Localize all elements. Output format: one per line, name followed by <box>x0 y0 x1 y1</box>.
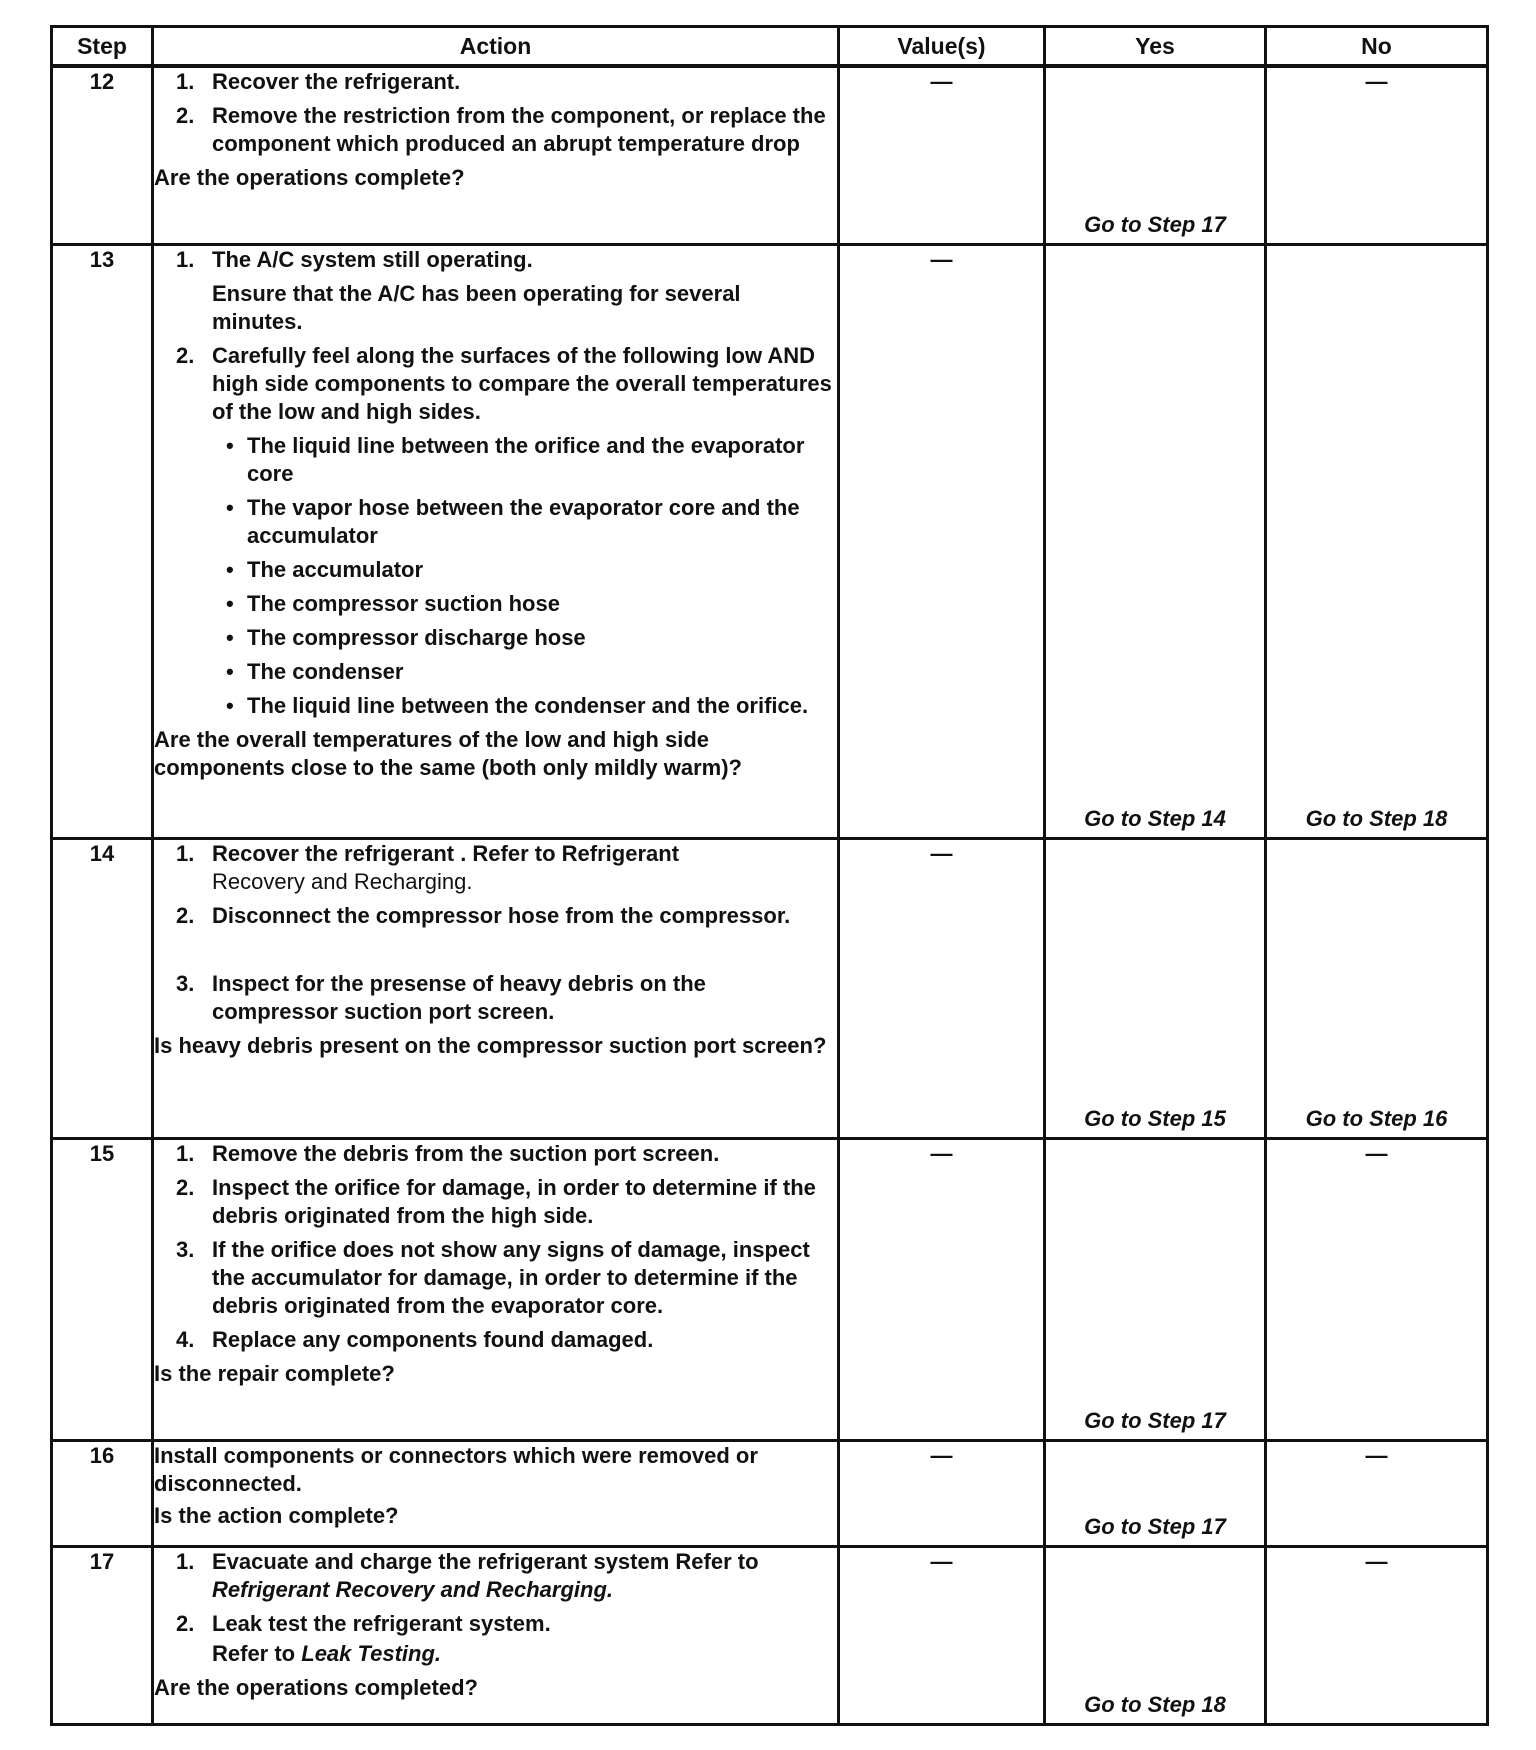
list-item: 3. Inspect for the presense of heavy debris on the compressor suction port screen. <box>176 970 706 1024</box>
bullet-item: • The vapor hose between the evaporator core and the accumulator <box>226 494 800 548</box>
table-row <box>52 1546 1488 1724</box>
no-cell <box>1266 838 1488 1138</box>
yes-goto: Go to Step 15 <box>1084 1105 1226 1131</box>
list-item: 1. Remove the debris from the suction port screen. <box>176 1140 720 1166</box>
bullet-item: • The liquid line between the orifice and the evaporator core <box>226 432 805 486</box>
item-note: Refer to Leak Testing. <box>212 1640 442 1666</box>
yes-cell <box>1045 244 1266 838</box>
yes-cell <box>1045 838 1266 1138</box>
list-item: 4. Replace any components found damaged. <box>176 1326 654 1352</box>
list-item: 1. Evacuate and charge the refrigerant system Refer to Refrigerant Recovery and Recharging. <box>176 1548 759 1602</box>
no-cell <box>1266 244 1488 838</box>
table-row <box>52 244 1488 838</box>
no-cell: — <box>1266 1440 1488 1546</box>
item-note: Ensure that the A/C has been operating for several minutes. <box>212 280 741 334</box>
value-cell: — <box>839 1546 1045 1724</box>
question-text: Is heavy debris present on the compressor suction port screen? <box>154 1032 827 1058</box>
value-cell: — <box>839 66 1045 244</box>
no-cell: — <box>1266 1546 1488 1724</box>
action-text: Install components or connectors which were removed or disconnected. <box>154 1442 758 1496</box>
bullet-item: • The compressor discharge hose <box>226 624 586 650</box>
list-item: 2. Inspect the orifice for damage, in order to determine if the debris originated from the high side. <box>176 1174 816 1228</box>
list-item: 2. Remove the restriction from the component, or replace the component which produced an abrupt temperature drop <box>176 103 826 156</box>
step-number: 15 <box>52 1138 153 1440</box>
question-text: Is the action complete? <box>154 1502 399 1528</box>
bullet-item: • The accumulator <box>226 556 424 582</box>
value-cell: — <box>839 244 1045 838</box>
list-item: 2. Disconnect the compressor hose from the compressor. <box>176 902 791 928</box>
yes-cell <box>1045 1138 1266 1440</box>
list-item: 2. Leak test the refrigerant system. <box>176 1610 551 1636</box>
table-row <box>52 1138 1488 1440</box>
list-item: 2. Carefully feel along the surfaces of the following low AND high side components to compare the overall temperatures of the low and high sides. <box>176 342 832 424</box>
question-text: Are the operations completed? <box>154 1674 478 1700</box>
yes-goto: Go to Step 17 <box>1084 211 1226 237</box>
yes-cell <box>1045 1546 1266 1724</box>
header-yes: Yes <box>1045 27 1266 67</box>
yes-cell <box>1045 66 1266 244</box>
action-cell <box>153 66 839 244</box>
step-number: 14 <box>52 838 153 1138</box>
diagnostic-table <box>50 25 1489 1726</box>
list-item: 1. Recover the refrigerant . Refer to Refrigerant Recovery and Recharging. <box>176 840 680 894</box>
table-row <box>52 1440 1488 1546</box>
question-text: Are the overall temperatures of the low and high side components close to the same (both only mildly warm)? <box>154 726 742 780</box>
header-row <box>52 27 1488 67</box>
no-cell: — <box>1266 66 1488 244</box>
header-values: Value(s) <box>839 27 1045 67</box>
list-item: 1. Recover the refrigerant. <box>176 69 461 94</box>
value-cell: — <box>839 1138 1045 1440</box>
table-row <box>52 66 1488 244</box>
bullet-item: • The liquid line between the condenser and the orifice. <box>226 692 809 718</box>
action-cell <box>153 1440 839 1546</box>
header-action: Action <box>153 27 839 67</box>
reference-link: Refrigerant Recovery and Recharging. <box>212 1576 614 1602</box>
step-number: 13 <box>52 244 153 838</box>
reference-link: Leak Testing. <box>301 1640 442 1666</box>
yes-cell <box>1045 1440 1266 1546</box>
table-row <box>52 838 1488 1138</box>
header-no: No <box>1266 27 1488 67</box>
bullet-item: • The compressor suction hose <box>226 590 560 616</box>
no-goto: Go to Step 16 <box>1305 1105 1448 1131</box>
no-cell: — <box>1266 1138 1488 1440</box>
value-cell: — <box>839 1440 1045 1546</box>
action-cell <box>153 1138 839 1440</box>
no-goto: Go to Step 18 <box>1305 805 1448 831</box>
yes-goto: Go to Step 14 <box>1084 805 1226 831</box>
list-item: 1. The A/C system still operating. <box>176 246 533 272</box>
yes-goto: Go to Step 17 <box>1084 1513 1226 1539</box>
header-step: Step <box>52 27 153 67</box>
list-item: 3. If the orifice does not show any signs of damage, inspect the accumulator for damage, in order to determine if the debris originated from the evaporator core. <box>176 1236 810 1318</box>
step-number: 12 <box>52 66 153 244</box>
question-text: Are the operations complete? <box>154 165 465 190</box>
yes-goto: Go to Step 18 <box>1084 1691 1226 1717</box>
yes-goto: Go to Step 17 <box>1084 1407 1226 1433</box>
step-number: 17 <box>52 1546 153 1724</box>
bullet-item: • The condenser <box>226 658 404 684</box>
value-cell: — <box>839 838 1045 1138</box>
action-cell <box>153 1546 839 1724</box>
action-cell <box>153 244 839 838</box>
question-text: Is the repair complete? <box>154 1360 395 1386</box>
step-number: 16 <box>52 1440 153 1546</box>
action-cell <box>153 838 839 1138</box>
